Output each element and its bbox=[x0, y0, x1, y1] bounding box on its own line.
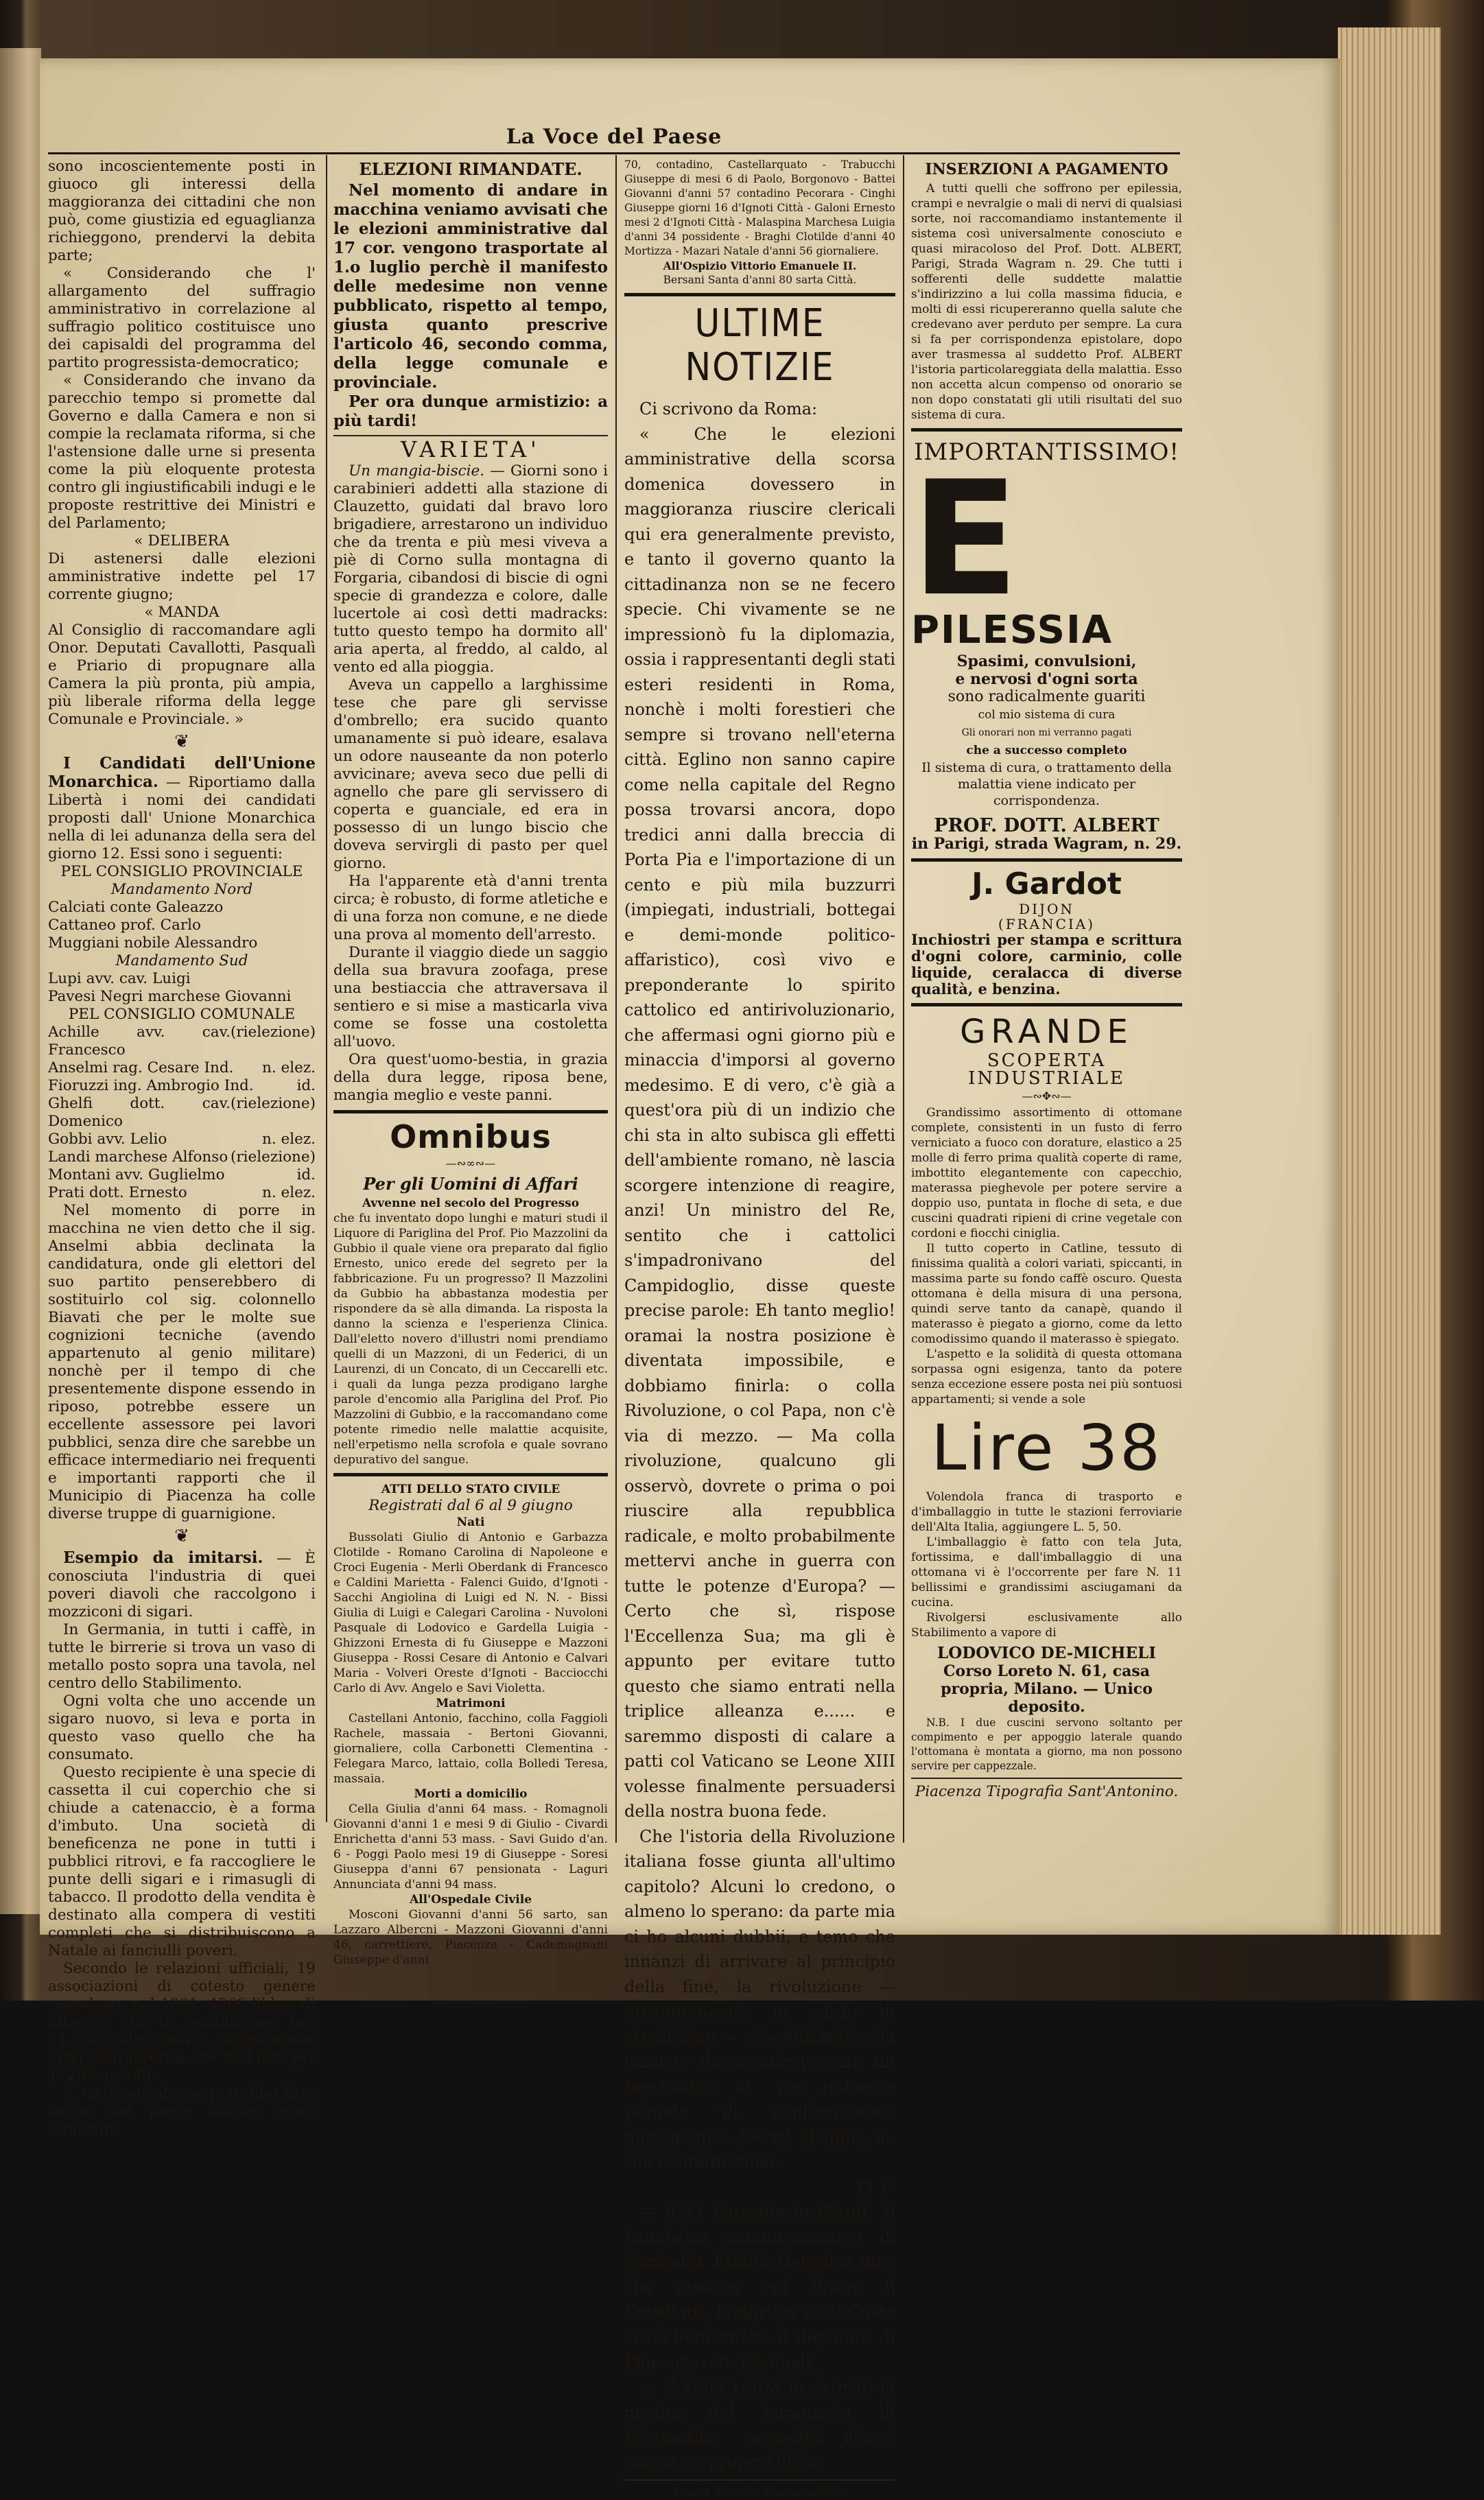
delibera-heading: « DELIBERA bbox=[134, 532, 230, 550]
heart-ornament-icon: ❦ bbox=[174, 731, 189, 752]
candidate-row bbox=[48, 1148, 316, 1166]
matrimoni-text: Castellani Antonio, facchino, colla Faggioli Rachele, massaia - Bertoni Giovanni, giornaliere, colla Carbonetti Clementina - Felegara Marco, lattaio, colla Bolledi Teresa, massaia. bbox=[333, 1712, 608, 1786]
gardot-country: (FRANCIA) bbox=[998, 916, 1096, 932]
elezioni-end: Per ora dunque armistizio: a più tardi! bbox=[333, 392, 608, 430]
tipografia: Piacenza Tipografia Sant'Antonino. bbox=[915, 1783, 1179, 1800]
epilessia-trattamento: Il sistema di cura, o trattamento della malattia viene indicato per corrispondenza. bbox=[921, 760, 1172, 808]
candidate-note: (rielezione) bbox=[231, 1024, 316, 1041]
inserzioni-text: A tutti quelli che soffrono per epilessia, crampi e nevralgie o mali di nervi di qualsiasi sorte, noi raccomandiamo instantemente il sistema così universalmente conosciuto e quasi miracoloso del Prof. Dott. ALBERT, Parigi, Strada Wagram n. 29. Che tutti i sofferenti delle suddette malattie s'indirizzino a lui colla massima fiducia, e molti di essi ricupereranno quella salute che credevano aver perduto per sempre. La cura si fa per corrispondenza epistolare, dopo aver trasmessa al suddetto Prof. ALBERT l'istoria particolareggiata della malattia. Esso non accetta alcun compenso od onorario se non dopo constatati gli utili risultati del suo sistema di cura. bbox=[911, 182, 1182, 422]
esempio-title: Esempio da imitarsi. bbox=[63, 1548, 263, 1567]
paragraph: « Considerando che l' allargamento del suffragio amministrativo in correlazione al suffragio politico costituisce uno dei capisaldi del programma del partito progressista-democratico; bbox=[48, 265, 316, 371]
candidate-note: n. elez. bbox=[261, 1184, 316, 1201]
paragraph: Ci scrivono da Roma: bbox=[639, 399, 818, 418]
epilessia-line: col mio sistema di cura bbox=[978, 708, 1116, 722]
epilessia-title: PILESSIA bbox=[911, 608, 1114, 652]
grande-text: L'aspetto e la solidità di questa ottomana sorpassa ogni esigenza, tanto da potere senza eccezione essere posta nei più sontuosi appartamenti; si vende a sole bbox=[911, 1347, 1182, 1406]
candidate-row bbox=[48, 1184, 316, 1202]
epilessia-line: e nervosi d'ogni sorta bbox=[955, 670, 1138, 688]
candidate-name: Anselmi rag. Cesare Ind. bbox=[48, 1059, 234, 1076]
epilessia-ad bbox=[911, 471, 1182, 759]
gardot-city: DIJON bbox=[1019, 901, 1074, 917]
section-rule bbox=[911, 858, 1182, 862]
paragraph: Questo recipiente è una specie di cassetta il cui coperchio che si chiude a catenaccio, è a forma d'imbuto. Una società di beneficenza ne pone in tutti i pubblici ritrovi, e fa raccogliere le punte delli sigari e i rimasugli di tabacco. Il prodotto della vendita è destinato alla compera di vestiti completi che si distribuiscono a Natale ai fanciulli poveri. bbox=[48, 1764, 316, 1959]
candidate-name: Ghelfi dott. cav. Domenico bbox=[48, 1095, 231, 1130]
paragraph: Che l'istoria della Rivoluzione italiana fosse giunta all'ultimo capitolo? Alcuni lo credono, o almeno lo sperano: da parte mia ci ho alcuni dubbii, e temo che innanzi di arrivare al principio della fine, la rivoluzione — presentemente in istato di cronicismo — si acutizzerà e la nazione dovrà attraversare un brevissimo sì, ma doloroso periodo di conflagrazione demagogica. Se mi sbaglio, ne son contentissimo. bbox=[624, 1826, 895, 2171]
candidati-title: I Candidati dell'Unione Monarchica. bbox=[48, 754, 316, 791]
paragraph: Ogni volta che uno accende un sigaro nuovo, si leva e porta in questo vaso quello che ha consumato. bbox=[48, 1693, 316, 1763]
candidate-name: Fioruzzi ing. Ambrogio Ind. bbox=[48, 1077, 254, 1094]
omnibus-title: Omnibus bbox=[390, 1118, 552, 1155]
atti-title: ATTI DELLO STATO CIVILE bbox=[381, 1483, 561, 1496]
candidate-name: Gobbi avv. Lelio bbox=[48, 1131, 167, 1148]
candidate-note: id. bbox=[296, 1166, 316, 1183]
candidate-name: Prati dott. Ernesto bbox=[48, 1184, 187, 1201]
candidate-note: id. bbox=[296, 1077, 316, 1094]
candidate-row bbox=[48, 1166, 316, 1184]
paragraph: Nel momento di porre in macchina ne vien detto che il sig. Anselmi abbia declinata la candidatura, onde gli elettori del suo partito penserebbero di sostituirlo col sig. colonnello Biavati che per le molte sue cognizioni tecniche (avendo appartenuto al genio militare) nonchè per il tempo di che presentemente dispone essendo in riposo, potrebbe essere un eccellente assessore pei lavori pubblici, senza dire che sarebbe un efficace intermediario nei frequenti e importanti rapporti che il Municipio di Piacenza ha colle diverse truppe di guarnigione. bbox=[48, 1202, 316, 1522]
grande-title: GRANDE bbox=[960, 1013, 1133, 1051]
paragraph: « Considerando che invano da parecchio tempo si promette dal Governo e dalla Camera e non si compie la reclamata riforma, si che l'astensione dalle urne si presenta come la più eloquente protesta contro gli ingiustificabili indugi e le proposte restrittive dei Ministri e del Parlamento; bbox=[48, 372, 316, 532]
name-line: Muggiani nobile Alessandro bbox=[48, 934, 258, 952]
paragraph: sono incoscientemente posti in giuoco gli interessi della maggioranza dei cittadini che non può, come giustizia ed eguaglianza richieggono, prendervi la debita parte; bbox=[48, 158, 316, 264]
nati-heading: Nati bbox=[456, 1516, 485, 1529]
candidate-note: (rielezione) bbox=[231, 1148, 316, 1166]
responsabile: Favari Alberto, Responsabile. bbox=[672, 2485, 847, 2499]
importantissimo: IMPORTANTISSIMO! bbox=[914, 438, 1179, 466]
ultime-notizie-title: ULTIME NOTIZIE bbox=[685, 301, 835, 390]
ospedale-text: Mosconi Giovanni d'anni 56 sarto, san Lazzaro Albercni - Mazzoni Giovanni d'anni 46, carrettiere, Piacenza - Cademagnani Giuseppe d'anni bbox=[333, 1908, 608, 1967]
grande-text: Rivolgersi esclusivamente allo Stabilimento a vapore di bbox=[911, 1611, 1182, 1640]
paragraph: In Germania, in tutti i caffè, in tutte le birrerie si trova un vaso di metallo posto sopra una tavola, nel centro dello Stabilimento. bbox=[48, 1621, 316, 1692]
grande-text: Volendola franca di trasporto e d'imballaggio in tutte le stazioni ferroviarie dell'Alta Italia, aggiungere L. 5, 50. bbox=[911, 1490, 1182, 1534]
morti-heading: Morti a domicilio bbox=[414, 1787, 528, 1801]
dropcap-letter: E bbox=[911, 471, 1020, 631]
heart-ornament-icon: ❦ bbox=[174, 1526, 189, 1546]
page-edges bbox=[1338, 27, 1441, 1935]
candidate-name: Montani avv. Guglielmo bbox=[48, 1166, 225, 1183]
ospizio-text: Bersani Santa d'anni 80 sarta Città. bbox=[663, 274, 857, 286]
column-rule-1 bbox=[326, 155, 327, 1822]
lodovico-address: Corso Loreto N. 61, casa propria, Milano. — Unico deposito. bbox=[941, 1662, 1153, 1716]
candidate-row bbox=[48, 1095, 316, 1131]
column-2 bbox=[333, 158, 608, 1968]
ospizio-heading: All'Ospizio Vittorio Emanuele II. bbox=[663, 259, 857, 272]
paragraph: Ha l'apparente età d'anni trenta circa; è robusto, di forme atletiche e di una forza non comune, e ne diede una prova al momento dell'arresto. bbox=[333, 873, 608, 943]
scoperta-title: SCOPERTA INDUSTRIALE bbox=[968, 1050, 1125, 1089]
paragraph: — Riportiamo dalla Libertà i nomi dei candidati proposti dall' Unione Monarchica nella di lei adunanza della sera del giorno 12. Essi sono i seguenti: bbox=[48, 774, 316, 862]
lodovico-name: LODOVICO DE-MICHELI bbox=[937, 1644, 1156, 1662]
name-line: Cattaneo prof. Carlo bbox=[48, 917, 201, 934]
manda-heading: « MANDA bbox=[144, 604, 220, 621]
paragraph: Ora quest'uomo-bestia, in grazia della dura legge, riposa bene, mangia meglio e veste panni. bbox=[333, 1051, 608, 1104]
name-line: Lupi avv. cav. Luigi bbox=[48, 970, 191, 987]
name-line: Calciati conte Galeazzo bbox=[48, 899, 224, 916]
mangia-title: Un mangia-biscie. bbox=[349, 462, 485, 480]
top-text: 70, contadino, Castellarquato - Trabucchi Giuseppe di mesi 6 di Paolo, Borgonovo - Battei Giovanni d'anni 57 contadino Pecorara - Cinghi Giuseppe giorni 16 d'Ignoti Città - Galoni Ernesto mesi 2 d'Ignoti Città - Malaspina Marchesa Luigia d'anni 34 possidente - Braghi Clotilde d'anni 40 Mortizza - Mazari Natale d'anni 56 giornaliere. bbox=[624, 158, 895, 257]
section-rule bbox=[333, 1110, 608, 1113]
paragraph: — È stata tratta in arresto la moglie del farmacista di Vicomarino, accusata d'aver ucciso un proprio figlio. bbox=[624, 2377, 895, 2472]
section-rule bbox=[911, 1003, 1182, 1006]
communal-heading: PEL CONSIGLIO COMUNALE bbox=[68, 1006, 296, 1023]
matrimoni-heading: Matrimoni bbox=[436, 1697, 506, 1710]
varieta-title: VARIETA' bbox=[401, 436, 541, 462]
section-rule bbox=[911, 1778, 1182, 1779]
candidate-note: n. elez. bbox=[261, 1059, 316, 1076]
paragraph: — Giorni sono i carabinieri addetti alla stazione di Clauzetto, guidati dal bravo loro brigadiere, arrestarono un individuo che da trenta e più mesi viveva a piè di Corno sulla montagna di Forgaria, cibandosi di biscie di ogni specie di grandezza e colore, dalle lucertole ai così detti madracks: tutto questo tempo ha dormito all' aria aperta, al freddo, al caldo, al vento ed alla pioggia. bbox=[333, 462, 608, 676]
prof-albert: PROF. DOTT. ALBERT bbox=[934, 815, 1159, 836]
masthead-rule bbox=[48, 152, 1180, 154]
grande-text: Il tutto coperto in Catline, tessuto di finissima qualità a colori variati, spiccanti, in massima parte su fondo caffè oscuro. Questa ottomana è della misura di una persona, quindi serve tanto da canapè, quando il materasso è piegato a giorno, come da letto comodissimo quando il materasso è spiegato. bbox=[911, 1242, 1182, 1346]
candidate-row bbox=[48, 1077, 316, 1095]
column-3 bbox=[624, 158, 895, 2500]
prof-address: in Parigi, strada Wagram, n. 29. bbox=[911, 835, 1182, 853]
epilessia-line: Spasimi, convulsioni, bbox=[956, 652, 1137, 670]
paragraph: — È conosciuta l'industria di quei poveri diavoli che raccolgono i mozziconi di sigari. bbox=[48, 1550, 316, 1620]
epilessia-line: che a successo completo bbox=[966, 744, 1127, 757]
candidate-name: Achille avv. cav. Francesco bbox=[48, 1024, 231, 1059]
ornament-icon: —∾✥∾— bbox=[1022, 1089, 1072, 1102]
paragraph: Durante il viaggio diede un saggio della sua bravura zoofaga, prese una bestiaccia che attraversava il sentiero e si mise a masticarla viva come se fosse una costoletta all'uovo. bbox=[333, 944, 608, 1050]
elezioni-text: Nel momento di andare in macchina veniamo avvisati che le elezioni amministrative dal 17 cor. vengono trasportate al 1.o luglio perchè il manifesto delle medesime non venne pubblicato, rispetto al tempo, giusta quanto prescrive l'articolo 46, secondo comma, della legge comunale e provinciale. bbox=[333, 181, 608, 392]
gardot-text: Inchiostri per stampa e scrittura d'ogni colore, carminio, colle liquide, ceralacca di diverse qualità, e benzina. bbox=[911, 931, 1182, 998]
paragraph: Al Consiglio di raccomandare agli Onor. Deputati Cavallotti, Pasqualì e Priario di propugnare alla Camera la più pronta, più ampia, più liberale riforma della legge Comunale e Provinciale. » bbox=[48, 622, 316, 728]
candidate-note: (rielezione) bbox=[231, 1095, 316, 1112]
epilessia-line: Gli onorari non mi verranno pagati bbox=[961, 727, 1132, 738]
candidate-name: Landi marchese Alfonso bbox=[48, 1148, 228, 1166]
candidate-row bbox=[48, 1059, 316, 1077]
nati-text: Bussolati Giulio di Antonio e Garbazza Clotilde - Romano Carolina di Napoleone e Croci Eugenia - Merli Oberdank di Francesco e Caldini Marietta - Falenci Guido, d'Ignoti - Sacchi Angiolina di Luigi ed N. N. - Bissi Giulia di Luigi e Calegari Carolina - Nuvoloni Pasquale di Lodovico e Gardella Luigia - Ghizzoni Ernesta di fu Giuseppe e Mazzoni Giuseppa - Rossi Cesare di Antonio e Calvari Maria - Volveri Oreste d'Ignoti - Bacciocchi Carlo di Avv. Angelo e Savi Violetta. bbox=[333, 1531, 608, 1695]
ospedale-heading: All'Ospedale Civile bbox=[409, 1893, 532, 1907]
masthead: La Voce del Paese bbox=[506, 125, 722, 149]
grande-text: L'imballaggio è fatto con tela Juta, fortissima, e dall'imballaggio di una ottomana vi è l'occorrente per fare N. 11 bellissimi e grandissimi asciugamani da cucina. bbox=[911, 1535, 1182, 1609]
column-rule-2 bbox=[615, 155, 617, 1843]
mandamento-sud: Mandamento Sud bbox=[115, 952, 248, 969]
name-line: Pavesi Negri marchese Giovanni bbox=[48, 988, 292, 1005]
mandamento-nord: Mandamento Nord bbox=[110, 881, 253, 898]
paragraph: « Che le elezioni amministrative della scorsa domenica dovessero in maggioranza riuscire clericali qui era generalmente previsto, e tanto il governo quanto la cittadinanza non se ne fecero specie. Chi vivamente se ne impressionò fu la diplomazia, ossia i rappresentanti degli stati esteri residenti in Roma, nonchè i molti forestieri che sempre si trovano nell'eterna città. Eglino non sanno capire come nella capitale del Regno possa trovarsi ancora, dopo tredici anni dalla breccia di Porta Pia e l'importazione di un cento e più mila buzzurri (impiegati, industriali, bottegai e demi-monde politico-affaristico), così vivo e preponderante lo spirito cattolico ed antirivoluzionario, che affermasi ogni giorno più e minaccia d'imporsi al governo medesimo. E di vero, c'è già a quest'ora più di un indizio che chi sta in alto subisca gli effetti dell'ambiente romano, nè lascia scorgere intenzione di reagire, anzi! Un ministro del Re, sentito che i cattolici s'impadronivano del Campidoglio, disse queste precise parole: Eh tanto meglio! oramai la nostra posizione è diventata impossibile, e dobbiamo finirla: o colla Rivoluzione, o col Papa, non c'è via di mezzo. — Ma colla rivoluzione, qualcuno gli osservò, dovrete o prima o poi riuscire alla repubblica radicale, e molto probabilmente mettervi anche in guerra con tutte le potenze d'Europa? — Certo che sì, rispose l'Eccellenza Sua; ma gli è appunto per evitare tutto questo che siamo entrati nella triplice alleanza e...... e saremmo disposti di calare a patti col Vaticano se Leone XIII volesse finalmente persuadersi della nostra buona fede. bbox=[624, 424, 895, 1821]
section-rule bbox=[624, 293, 895, 296]
epilessia-line: sono radicalmente guariti bbox=[947, 688, 1146, 705]
ornament-icon: —∾∞∾— bbox=[445, 1157, 496, 1170]
column-rule-3 bbox=[903, 155, 904, 1843]
candidate-note: n. elez. bbox=[261, 1131, 316, 1148]
paragraph: Di astenersi dalle elezioni amministrative indette pel 17 corrente giugno; bbox=[48, 550, 316, 603]
signature: O. F. bbox=[858, 2177, 895, 2197]
provincial-heading: PEL CONSIGLIO PROVINCIALE bbox=[60, 863, 303, 880]
section-rule bbox=[624, 2479, 895, 2481]
section-rule bbox=[333, 1473, 608, 1476]
left-page-edge bbox=[0, 48, 41, 1914]
morti-text: Cella Giulia d'anni 64 mass. - Romagnoli Giovanni d'anni 1 e mesi 9 di Giulio - Civardi Enrichetta d'anni 53 mass. - Savi Guido d'an. 6 - Poggi Paolo mesi 19 di Giuseppe - Soresi Giuseppa d'anni 67 pensionata - Laguri Annunciata d'anni 94 mass. bbox=[333, 1802, 608, 1891]
elezioni-title: ELEZIONI RIMANDATE. bbox=[359, 159, 582, 179]
paragraph: — Il 17 corrente in Parigi, al banchetto commemorativo di Garibaldi, l'Unità Cattolica dice che insieme col Bovio, il Cavallotti, l'Imbriani ed il Costa si recherà anche il deputato di Piacenza avv. Pasquali. bbox=[624, 2202, 895, 2372]
price-lire: Lire 38 bbox=[931, 1411, 1162, 1485]
avvenne-text: che fu inventato dopo lunghi e maturi studi il Liquore di Pariglina del Prof. Pio Mazzolini da Gubbio il quale viene ora preparato dal figlio Ernesto, unico erede del segreto per la fabbricazione. Fu un progresso? Il Mazzolini da Gubbio ha abbastanza modestia per rispondere da sè alla dimanda. La risposta la danno la scienza e l'esperienza Clinica. Dall'eletto novero d'illustri nomi prendiamo quelli di un Mazzoni, di un Federici, di un Laurenzi, di un Concato, di un Ceccarelli etc. i quali da lunga pezza prodigano larghe parole d'encomio alla Pariglina del Prof. Pio Mazzolini di Gubbio, e la raccomandano come potente rimedio nelle malattie acquisite, nell'erpetismo nella scrofola e quale sovrano depurativo del sangue. bbox=[333, 1212, 608, 1467]
nb-text: N.B. I due cuscini servono soltanto per compimento e per appoggio laterale quando l'ottomana è montata a giorno, ma non possono servire per cappezzale. bbox=[911, 1717, 1182, 1772]
inserzioni-title: INSERZIONI A PAGAMENTO bbox=[925, 161, 1168, 178]
paragraph: È un bene che si potrebbe fare anche nel paese nostro senza difficoltà. bbox=[48, 2085, 316, 2138]
column-1 bbox=[48, 158, 316, 2138]
candidate-row bbox=[48, 1131, 316, 1148]
section-rule bbox=[911, 428, 1182, 432]
paragraph: Secondo le relazioni ufficiali, 19 associazioni di cotesto genere raccolsero nel 1881, 4569 libbre di tabacco, che fu venduto per lire 31,250, colle quali si comperarono tanti abiti interi a lire 68 l'uno per 1726 fanciulli. bbox=[48, 1960, 316, 2084]
atti-subtitle: Registrati dal 6 al 9 giugno bbox=[368, 1497, 573, 1514]
paragraph: Aveva un cappello a larghissime tese che pare gli servisse d'ombrello; era sucido quanto umanamente si può ideare, esalava un odore nauseante da non poterlo avvicinare; aveva seco due pelli di agnello che pare gli servissero di coperta e guanciale, ed era in possesso di un lungo biscio che doveva servirgli di pasto per quel giorno. bbox=[333, 676, 608, 872]
grande-text: Grandissimo assortimento di ottomane complete, consistenti in un fusto di ferro verniciato a fuoco con dorature, elastico a 25 molle di ferro prima qualità coperte di rame, imbottito elegantemente con capecchio, materassa pieghevole per potere servire a doppio uso, puntata in floche di seta, e due cuscini quadrati ripieni di crine vegetale con cordoni e fiocchi ciniglia. bbox=[911, 1106, 1182, 1240]
omnibus-subtitle: Per gli Uomini di Affari bbox=[363, 1174, 578, 1194]
candidate-row bbox=[48, 1024, 316, 1059]
column-4 bbox=[911, 158, 1182, 1801]
gardot-title: J. Gardot bbox=[971, 866, 1122, 901]
avvenne-title: Avvenne nel secolo del Progresso bbox=[362, 1196, 580, 1210]
